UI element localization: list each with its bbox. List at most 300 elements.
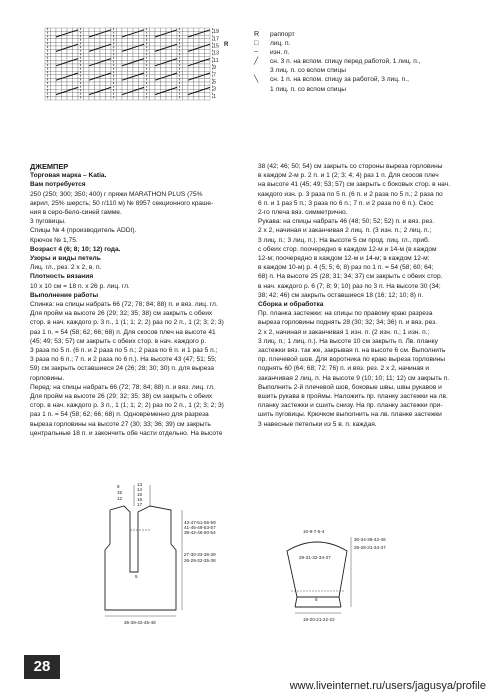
chart-cell bbox=[133, 28, 139, 32]
chart-cell bbox=[150, 82, 156, 86]
chart-cell bbox=[128, 53, 134, 57]
chart-cell bbox=[128, 35, 134, 39]
chart-cell bbox=[89, 86, 95, 90]
chart-cell bbox=[194, 93, 200, 97]
chart-cell bbox=[166, 57, 172, 61]
chart-cell bbox=[100, 39, 106, 43]
chart-cell bbox=[161, 39, 167, 43]
chart-cell bbox=[73, 82, 79, 86]
chart-cell bbox=[106, 39, 112, 43]
chart-cell bbox=[73, 46, 79, 50]
chart-cell bbox=[128, 42, 134, 46]
chart-cell bbox=[106, 96, 112, 100]
text-line: каждого изн. р. 3 раза по 5 п. (6 п. и 2 раза по 5 п.; 2 раза по bbox=[258, 190, 443, 198]
chart-cell bbox=[172, 60, 178, 64]
chart-cell bbox=[73, 93, 79, 97]
chart-cell bbox=[199, 28, 205, 32]
chart-cell bbox=[183, 96, 189, 100]
chart-cell bbox=[95, 71, 101, 75]
chart-cell bbox=[89, 57, 95, 61]
text-line: на высоте 41 (45; 49; 53; 57) см закрыть с боковых стор. в нач. bbox=[258, 181, 450, 189]
chart-cell bbox=[128, 86, 134, 90]
text-line: Выполнить 2-й плечевой шов, боковые швы, швы рукавов и bbox=[258, 383, 442, 391]
chart-cell bbox=[205, 39, 211, 43]
chart-cell bbox=[133, 39, 139, 43]
chart-cell bbox=[194, 28, 200, 32]
chart-cell bbox=[155, 32, 161, 36]
chart-cell bbox=[183, 75, 189, 79]
section-heading: Сборка и обработка bbox=[258, 301, 324, 309]
chart-cell bbox=[205, 64, 211, 68]
chart-cell bbox=[100, 64, 106, 68]
legend-text: лиц. п. bbox=[270, 40, 291, 48]
chart-cell bbox=[89, 32, 95, 36]
chart-row-label: 17 bbox=[213, 36, 219, 43]
chart-cell bbox=[172, 96, 178, 100]
chart-cell bbox=[62, 82, 68, 86]
chart-cell bbox=[133, 50, 139, 54]
chart-cell bbox=[62, 53, 68, 57]
chart-cell bbox=[106, 64, 112, 68]
text-line: 38 (42; 46; 50; 54) см закрыть со стороны выреза горловины bbox=[258, 163, 443, 170]
chart-cell bbox=[150, 39, 156, 43]
chart-cell bbox=[67, 57, 73, 61]
text-line: центральные 18 п. и закончить обе части отдельно. На высоте bbox=[30, 429, 223, 437]
legend-item bbox=[250, 57, 421, 75]
chart-cell bbox=[166, 28, 172, 32]
chart-cell bbox=[67, 93, 73, 97]
chart-cell bbox=[100, 50, 106, 54]
chart-cell bbox=[150, 93, 156, 97]
chart-cell bbox=[117, 39, 123, 43]
chart-cell bbox=[194, 71, 200, 75]
rapport-mark: R bbox=[224, 42, 229, 48]
chart-cell bbox=[73, 50, 79, 54]
chart-cell bbox=[188, 39, 194, 43]
chart-cell bbox=[150, 78, 156, 82]
chart-cell bbox=[117, 28, 123, 32]
legend-text: 1 лиц. п. со вспом спицы bbox=[270, 85, 346, 93]
chart-cell bbox=[155, 39, 161, 43]
text-line: Спинка: на спицы набрать 66 (72; 78; 84; 88) п. и вяз. лиц. гл. bbox=[30, 301, 218, 309]
chart-cell bbox=[62, 96, 68, 100]
body-top-label: 13 bbox=[137, 482, 143, 487]
sleeve-right-label: 30-34-38-42-46 bbox=[354, 537, 386, 542]
purl-icon: − bbox=[254, 49, 259, 57]
chart-cell bbox=[133, 57, 139, 61]
chart-cell bbox=[150, 71, 156, 75]
text-line: 12-м; поочередно в каждом 12-м и 14-м; в каждом 12-м; bbox=[258, 255, 430, 263]
chart-cell bbox=[188, 60, 194, 64]
text-line: заканчивая 2 лиц. п. На высоте 9 (10; 10; 11; 12) см закрыть п. bbox=[258, 374, 450, 382]
chart-cell bbox=[166, 68, 172, 72]
chart-cell bbox=[183, 39, 189, 43]
chart-cell bbox=[194, 96, 200, 100]
chart-cell bbox=[122, 89, 128, 93]
chart-cell bbox=[89, 82, 95, 86]
chart-cell bbox=[161, 28, 167, 32]
chart-cell bbox=[183, 53, 189, 57]
chart-cell bbox=[161, 53, 167, 57]
chart-cell bbox=[56, 46, 62, 50]
chart-row-label: 7 bbox=[213, 72, 216, 79]
sleeve-inner-label: 5 bbox=[315, 597, 318, 602]
chart-cell bbox=[172, 32, 178, 36]
chart-cell bbox=[95, 96, 101, 100]
text-line: Спицы № 4 (производитель ADDI). bbox=[30, 227, 137, 235]
chart-cell bbox=[166, 78, 172, 82]
chart-cell bbox=[100, 71, 106, 75]
chart-cell bbox=[84, 32, 90, 36]
section-heading: Выполнение работы bbox=[30, 291, 99, 299]
chart-cell bbox=[117, 50, 123, 54]
text-line: 2 х 2, начиная и заканчивая 1 изн. п. (2 изн. п.; 1 изн. п.; bbox=[258, 328, 430, 336]
chart-cell bbox=[100, 86, 106, 90]
chart-cell bbox=[139, 32, 145, 36]
chart-cell bbox=[194, 39, 200, 43]
chart-cell bbox=[139, 96, 145, 100]
chart-cell bbox=[194, 64, 200, 68]
chart-cell bbox=[84, 28, 90, 32]
text-line: раз 1 п. = 54 (58; 62; 66; 68) п. Одновременно для разреза bbox=[30, 411, 209, 419]
legend-text: изн. п. bbox=[270, 49, 290, 57]
chart-cell bbox=[73, 53, 79, 57]
chart-cell bbox=[188, 75, 194, 79]
chart-cell bbox=[84, 75, 90, 79]
chart-cell bbox=[183, 86, 189, 90]
chart-cell bbox=[62, 86, 68, 90]
chart-cell bbox=[117, 71, 123, 75]
chart-cell bbox=[166, 35, 172, 39]
chart-cell bbox=[133, 82, 139, 86]
body-top-label: 14 bbox=[137, 487, 143, 492]
chart-cell bbox=[73, 35, 79, 39]
section-heading: Возраст 4 (6; 8; 10; 12) года. bbox=[30, 245, 121, 253]
chart-cell bbox=[117, 75, 123, 79]
chart-cell bbox=[133, 68, 139, 72]
chart-cell bbox=[183, 68, 189, 72]
instructions-right-column bbox=[258, 162, 483, 429]
chart-cell bbox=[166, 42, 172, 46]
chart-cell bbox=[62, 39, 68, 43]
chart-cell bbox=[67, 28, 73, 32]
text-line: Крючок № 1,75. bbox=[30, 236, 78, 244]
chart-cell bbox=[67, 78, 73, 82]
chart-cell bbox=[73, 39, 79, 43]
body-top-label: 17 bbox=[137, 502, 143, 507]
chart-cell bbox=[150, 86, 156, 90]
chart-cell bbox=[100, 96, 106, 100]
chart-cell bbox=[139, 68, 145, 72]
chart-cell bbox=[172, 89, 178, 93]
chart-cell bbox=[56, 39, 62, 43]
text-line: Для пройм на высоте 26 (29; 32; 35; 38) см закрыть с обеих bbox=[30, 310, 213, 318]
chart-cell bbox=[205, 32, 211, 36]
chart-cell bbox=[150, 57, 156, 61]
chart-cell bbox=[205, 60, 211, 64]
chart-cell bbox=[172, 68, 178, 72]
chart-cell bbox=[205, 89, 211, 93]
chart-cell bbox=[133, 96, 139, 100]
chart-cell bbox=[51, 50, 57, 54]
chart-cell bbox=[106, 93, 112, 97]
chart-cell bbox=[183, 35, 189, 39]
chart-cell bbox=[51, 46, 57, 50]
chart-cell bbox=[133, 71, 139, 75]
chart-cell bbox=[172, 93, 178, 97]
chart-cell bbox=[100, 78, 106, 82]
chart-cell bbox=[150, 53, 156, 57]
body-top-label: 8 bbox=[117, 484, 120, 489]
chart-cell bbox=[62, 57, 68, 61]
chart-cell bbox=[100, 93, 106, 97]
body-top-label: 12 bbox=[117, 496, 123, 501]
chart-cell bbox=[133, 93, 139, 97]
chart-cell bbox=[205, 46, 211, 50]
text-line: Пр. планка застежки: на спицы по правому краю разреза bbox=[258, 310, 433, 318]
chart-cell bbox=[172, 53, 178, 57]
text-line: стор. в нач. каждого р. 3 п., 1 (1; 1; 2; 2) раз по 2 п., 1 (2; 3; 2; 3) bbox=[30, 319, 224, 327]
chart-cell bbox=[73, 96, 79, 100]
text-line: 3 лиц. п.; 1 лиц. п.). На высоте 10 см закрыть п. Лв. планку bbox=[258, 337, 438, 345]
chart-cell bbox=[62, 93, 68, 97]
legend-text: сн. 3 п. на вспом. спицу перед работой, 1 лиц. п., bbox=[270, 58, 421, 66]
chart-cell bbox=[51, 57, 57, 61]
text-line: в каждом 10-м) р. 4 (5; 5; 6; 8) раз по 1 п. = 54 (58; 60; 64; bbox=[258, 264, 434, 272]
chart-cell bbox=[56, 86, 62, 90]
chart-cell bbox=[51, 71, 57, 75]
chart-cell bbox=[166, 39, 172, 43]
chart-cell bbox=[188, 57, 194, 61]
chart-cell bbox=[100, 57, 106, 61]
chart-cell bbox=[89, 42, 95, 46]
chart-cell bbox=[56, 60, 62, 64]
chart-cell bbox=[128, 82, 134, 86]
sleeve-left-label: 29-31-32-34-37 bbox=[299, 555, 331, 560]
chart-cell bbox=[100, 35, 106, 39]
chart-row-label: 15 bbox=[213, 43, 219, 50]
chart-cell bbox=[139, 50, 145, 54]
chart-cell bbox=[95, 78, 101, 82]
chart-cell bbox=[51, 35, 57, 39]
chart-cell bbox=[150, 35, 156, 39]
sleeve-right-label: 25-28-31-34-37 bbox=[354, 545, 386, 550]
text-line: выреза горловины на высоте 27 (30; 33; 36; 39) см закрыть bbox=[30, 420, 211, 428]
chart-cell bbox=[122, 71, 128, 75]
chart-cell bbox=[194, 78, 200, 82]
chart-cell bbox=[117, 78, 123, 82]
chart-cell bbox=[205, 78, 211, 82]
chart-cell bbox=[133, 86, 139, 90]
text-line: 59) см закрыть оставшиеся 24 (26; 28; 30; 30) п. для выреза bbox=[30, 365, 214, 373]
chart-cell bbox=[51, 64, 57, 68]
legend-item bbox=[250, 48, 421, 57]
chart-cell bbox=[56, 71, 62, 75]
body-bottom-label: 36-39-42-45-48 bbox=[124, 620, 156, 625]
chart-cell bbox=[139, 46, 145, 50]
chart-cell bbox=[183, 42, 189, 46]
chart-cell bbox=[199, 93, 205, 97]
chart-cell bbox=[183, 78, 189, 82]
section-heading: ДЖЕМПЕР bbox=[30, 162, 69, 171]
chart-cell bbox=[188, 28, 194, 32]
chart-cell bbox=[161, 71, 167, 75]
chart-cell bbox=[84, 35, 90, 39]
chart-cell bbox=[205, 53, 211, 57]
cable-right-icon: ╲ bbox=[254, 76, 259, 84]
legend-item bbox=[250, 75, 421, 93]
chart-cell bbox=[67, 96, 73, 100]
chart-cell bbox=[155, 86, 161, 90]
chart-cell bbox=[122, 53, 128, 57]
chart-cell bbox=[73, 68, 79, 72]
body-top-label: 16 bbox=[137, 497, 143, 502]
footer-url[interactable]: www.liveinternet.ru/users/jagusya/profile bbox=[289, 680, 486, 692]
text-line: в каждом 2-м р. 2 п. и 1 (2; 3; 4; 4) раз 1 п. Для скосов плеч bbox=[258, 172, 439, 180]
chart-cell bbox=[139, 82, 145, 86]
chart-cell bbox=[139, 89, 145, 93]
chart-cell bbox=[67, 64, 73, 68]
knit-icon: □ bbox=[254, 40, 259, 48]
chart-cell bbox=[89, 46, 95, 50]
chart-cell bbox=[155, 68, 161, 72]
chart-cell bbox=[56, 53, 62, 57]
chart-cell bbox=[95, 53, 101, 57]
chart-cell bbox=[73, 75, 79, 79]
chart-cell bbox=[73, 60, 79, 64]
chart-cell bbox=[117, 96, 123, 100]
chart-cell bbox=[188, 82, 194, 86]
chart-cell bbox=[205, 96, 211, 100]
chart-cell bbox=[155, 89, 161, 93]
chart-cell bbox=[139, 78, 145, 82]
chart-cell bbox=[95, 68, 101, 72]
chart-cell bbox=[188, 89, 194, 93]
body-mid-label: 5 bbox=[135, 574, 138, 579]
chart-cell bbox=[139, 53, 145, 57]
chart-cell bbox=[51, 78, 57, 82]
text-line: ния в серо-бело-синей гамме. bbox=[30, 209, 122, 217]
chart-row-label: 19 bbox=[213, 29, 219, 36]
chart-cell bbox=[194, 53, 200, 57]
text-line: в нач. каждого р. 6 (7; 8; 9; 10) раз по 3 п. На высоте 30 (34; bbox=[258, 282, 441, 290]
chart-cell bbox=[51, 28, 57, 32]
chart-cell bbox=[205, 93, 211, 97]
chart-cell bbox=[166, 53, 172, 57]
chart-cell bbox=[106, 35, 112, 39]
text-line: Лиц. гл., рез. 2 х 2, в. п. bbox=[30, 264, 102, 272]
chart-cell bbox=[67, 53, 73, 57]
chart-cell bbox=[205, 75, 211, 79]
chart-cell bbox=[117, 82, 123, 86]
chart-cell bbox=[150, 28, 156, 32]
chart-cell bbox=[84, 78, 90, 82]
chart-cell bbox=[183, 28, 189, 32]
chart-cell bbox=[194, 86, 200, 90]
chart-cell bbox=[128, 57, 134, 61]
text-line: Перед: на спицы набрать 66 (72; 78; 84; 88) п. и вяз. лиц. гл. bbox=[30, 383, 215, 391]
chart-cell bbox=[95, 39, 101, 43]
chart-cell bbox=[133, 35, 139, 39]
chart-cell bbox=[199, 86, 205, 90]
chart-cell bbox=[155, 82, 161, 86]
chart-cell bbox=[84, 93, 90, 97]
chart-cell bbox=[194, 82, 200, 86]
text-line: 250 (250; 300; 350; 400) г пряжи MARATHON PLUS (75% bbox=[30, 190, 203, 198]
chart-cell bbox=[194, 57, 200, 61]
text-line: с обеих стор. поочередно в каждом 12-м и 14-м (в каждом bbox=[258, 245, 437, 253]
chart-cell bbox=[117, 57, 123, 61]
chart-cell bbox=[128, 93, 134, 97]
chart-cell bbox=[117, 68, 123, 72]
chart-cell bbox=[139, 35, 145, 39]
text-line: выреза горловины поднять 28 (30; 32; 34; 36) п. и вяз. рез. bbox=[258, 319, 437, 327]
text-line: стор. в нач. каждого р. 3 п., 1 (1; 1; 2; 2) раз по 2 п., 1 (2; 3; 2; 3) bbox=[30, 402, 224, 410]
chart-cell bbox=[100, 82, 106, 86]
chart-cell bbox=[73, 64, 79, 68]
chart-cell bbox=[117, 89, 123, 93]
chart-cell bbox=[89, 71, 95, 75]
chart-cell bbox=[122, 28, 128, 32]
chart-cell bbox=[84, 71, 90, 75]
chart-row-label: 13 bbox=[213, 50, 219, 57]
text-line: планку застежки и сшить снизу. На пр. планку застежки при- bbox=[258, 402, 443, 410]
chart-cell bbox=[62, 42, 68, 46]
chart-cell bbox=[51, 96, 57, 100]
chart-cell bbox=[122, 82, 128, 86]
chart-cell bbox=[139, 75, 145, 79]
body-right-label: 26-29-32-35-38 bbox=[184, 558, 216, 563]
chart-cell bbox=[62, 78, 68, 82]
chart-cell bbox=[51, 86, 57, 90]
chart-cell bbox=[199, 68, 205, 72]
chart-cell bbox=[106, 50, 112, 54]
chart-cell bbox=[155, 42, 161, 46]
chart-cell bbox=[183, 50, 189, 54]
chart-cell bbox=[166, 71, 172, 75]
chart-cell bbox=[89, 60, 95, 64]
chart-cell bbox=[67, 86, 73, 90]
chart-cell bbox=[183, 64, 189, 68]
chart-cell bbox=[56, 32, 62, 36]
body-right-label: 43-47-51-55-59 bbox=[184, 520, 216, 525]
chart-cell bbox=[172, 50, 178, 54]
chart-cell bbox=[188, 46, 194, 50]
chart-cell bbox=[67, 71, 73, 75]
text-line: 3 раза по 5 п. (6 п. и 2 раза по 5 п.; 2 раза по 6 п. и 1 раз 5 п.; bbox=[30, 347, 218, 355]
chart-cell bbox=[62, 35, 68, 39]
chart-cell bbox=[161, 57, 167, 61]
chart-cell bbox=[188, 96, 194, 100]
chart-cell bbox=[84, 96, 90, 100]
chart-cell bbox=[67, 42, 73, 46]
chart-cell bbox=[106, 68, 112, 72]
chart-cell bbox=[51, 60, 57, 64]
legend-item bbox=[250, 39, 421, 48]
chart-cell bbox=[56, 28, 62, 32]
chart-cell bbox=[128, 64, 134, 68]
chart-cell bbox=[56, 82, 62, 86]
chart-cell bbox=[161, 82, 167, 86]
chart-cell bbox=[73, 32, 79, 36]
text-line: 2 х 2, начиная и заканчивая 2 лиц. п. (3 изн. п.; 2 лиц. п.; bbox=[258, 227, 432, 235]
body-top-label: 15 bbox=[117, 490, 123, 495]
text-line: раз 1 п. = 54 (58; 62; 66; 68) п. Для скосов плеч на высоте 41 bbox=[30, 328, 216, 336]
chart-cell bbox=[95, 64, 101, 68]
chart-cell bbox=[166, 96, 172, 100]
section-heading: Плотность вязания bbox=[30, 273, 94, 281]
body-right-label: 41-45-49-53-57 bbox=[184, 525, 216, 530]
